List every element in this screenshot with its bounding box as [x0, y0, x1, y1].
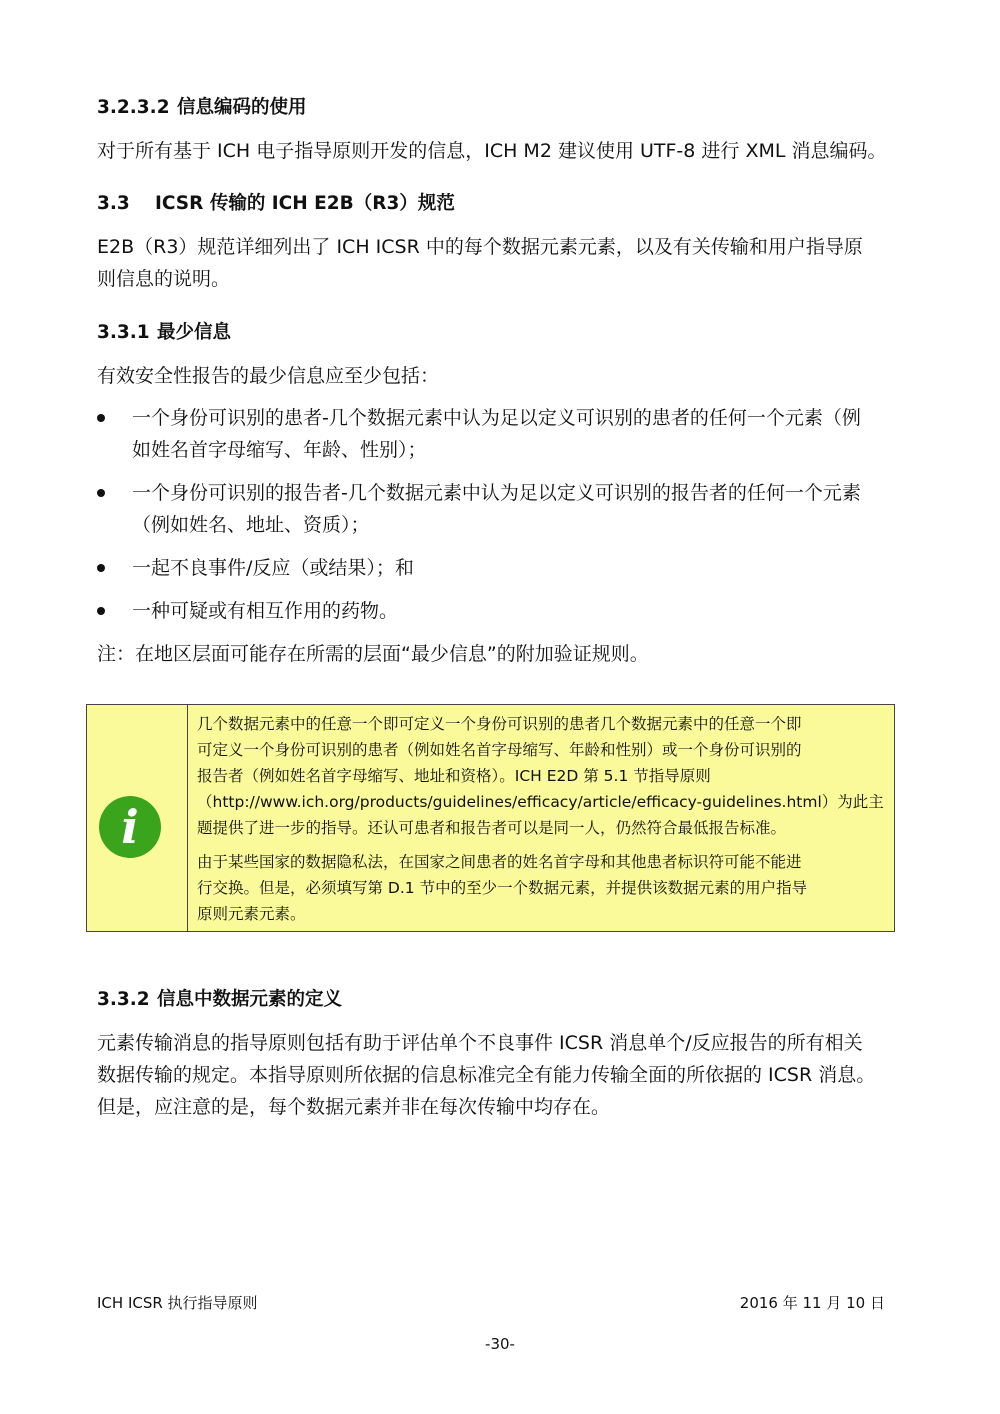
bullet-item-drug — [132, 595, 922, 627]
heading-number: 3.3.1 — [97, 322, 150, 343]
callout-line: 原则元素元素。 — [197, 905, 306, 923]
paragraph-note: 注：在地区层面可能存在所需的层面“最少信息”的附加验证规则。 — [97, 643, 649, 665]
bullet-line: 如姓名首字母缩写、年龄、性别）； — [132, 439, 427, 461]
heading-number: 3.3 — [97, 193, 130, 214]
callout-line: 可定义一个身份可识别的患者（例如姓名首字母缩写、年龄和性别）或一个身份可识别的 — [197, 741, 802, 759]
callout-line: 题提供了进一步的指导。还认可患者和报告者可以是同一人，仍然符合最低报告标准。 — [197, 819, 787, 837]
bullet-line: （例如姓名、地址、资质）； — [132, 514, 370, 536]
paragraph-data-element-definition — [97, 1027, 875, 1123]
heading-title: 信息中数据元素的定义 — [157, 989, 343, 1010]
heading-number: 3.2.3.2 — [97, 97, 170, 118]
heading-title: 信息编码的使用 — [177, 97, 307, 118]
bullet-line: 一起不良事件/反应（或结果）；和 — [132, 557, 414, 579]
bullet-dot — [97, 414, 105, 422]
heading-3-3-2 — [97, 987, 342, 1013]
callout-paragraph-1 — [197, 711, 887, 841]
bullet-item-reporter — [132, 477, 922, 541]
page-number: -30- — [485, 1335, 515, 1353]
callout-line: 几个数据元素中的任意一个即可定义一个身份可识别的患者几个数据元素中的任意一个即 — [197, 715, 802, 733]
bullet-item-patient — [132, 402, 922, 466]
callout-line: 行交换。但是，必须填写第 D.1 节中的至少一个数据元素，并提供该数据元素的用户指导 — [197, 879, 808, 897]
callout-line: （http://www.ich.org/products/guidelines/efficacy/article/efficacy-guidelines.html）为此主 — [197, 793, 884, 811]
heading-3-2-3-2 — [97, 95, 307, 121]
bullet-line: 一个身份可识别的患者-几个数据元素中认为足以定义可识别的患者的任何一个元素（例 — [132, 407, 861, 429]
heading-3-3-1 — [97, 320, 231, 346]
callout-divider — [187, 705, 188, 931]
bullet-line: 一种可疑或有相互作用的药物。 — [132, 600, 399, 622]
paragraph-line: 元素传输消息的指导原则包括有助于评估单个不良事件 ICSR 消息单个/反应报告的所有相关 — [97, 1032, 863, 1054]
heading-title: 最少信息 — [157, 322, 232, 343]
footer-document-title: ICH ICSR 执行指导原则 — [97, 1294, 258, 1312]
heading-title: ICSR 传输的 ICH E2B（R3）规范 — [155, 193, 455, 214]
paragraph-line: 但是，应注意的是，每个数据元素并非在每次传输中均存在。 — [97, 1096, 611, 1118]
heading-number: 3.3.2 — [97, 989, 150, 1010]
bullet-item-event — [132, 552, 922, 584]
bullet-dot — [97, 607, 105, 615]
info-callout-box — [86, 704, 895, 932]
callout-line: 由于某些国家的数据隐私法，在国家之间患者的姓名首字母和其他患者标识符可能不能进 — [197, 853, 802, 871]
bullet-dot — [97, 564, 105, 572]
heading-3-3 — [97, 191, 455, 217]
paragraph-encoding: 对于所有基于 ICH 电子指导原则开发的信息，ICH M2 建议使用 UTF-8 进行 XML 消息编码。 — [97, 140, 887, 162]
bullet-dot — [97, 489, 105, 497]
paragraph-line: E2B（R3）规范详细列出了 ICH ICSR 中的每个数据元素元素，以及有关传输和用户指导原 — [97, 236, 863, 258]
paragraph-line: 数据传输的规定。本指导原则所依据的信息标准完全有能力传输全面的所依据的 ICSR 消息。 — [97, 1064, 876, 1086]
paragraph-line: 则信息的说明。 — [97, 268, 231, 290]
bullet-line: 一个身份可识别的报告者-几个数据元素中认为足以定义可识别的报告者的任何一个元素 — [132, 482, 861, 504]
info-icon: i — [99, 796, 161, 858]
footer-date: 2016 年 11 月 10 日 — [739, 1294, 885, 1312]
callout-line: 报告者（例如姓名首字母缩写、地址和资格）。ICH E2D 第 5.1 节指导原则 — [197, 767, 711, 785]
paragraph-e2b-spec — [97, 231, 863, 295]
paragraph-min-info-intro: 有效安全性报告的最少信息应至少包括： — [97, 365, 440, 387]
callout-paragraph-2 — [197, 849, 887, 927]
